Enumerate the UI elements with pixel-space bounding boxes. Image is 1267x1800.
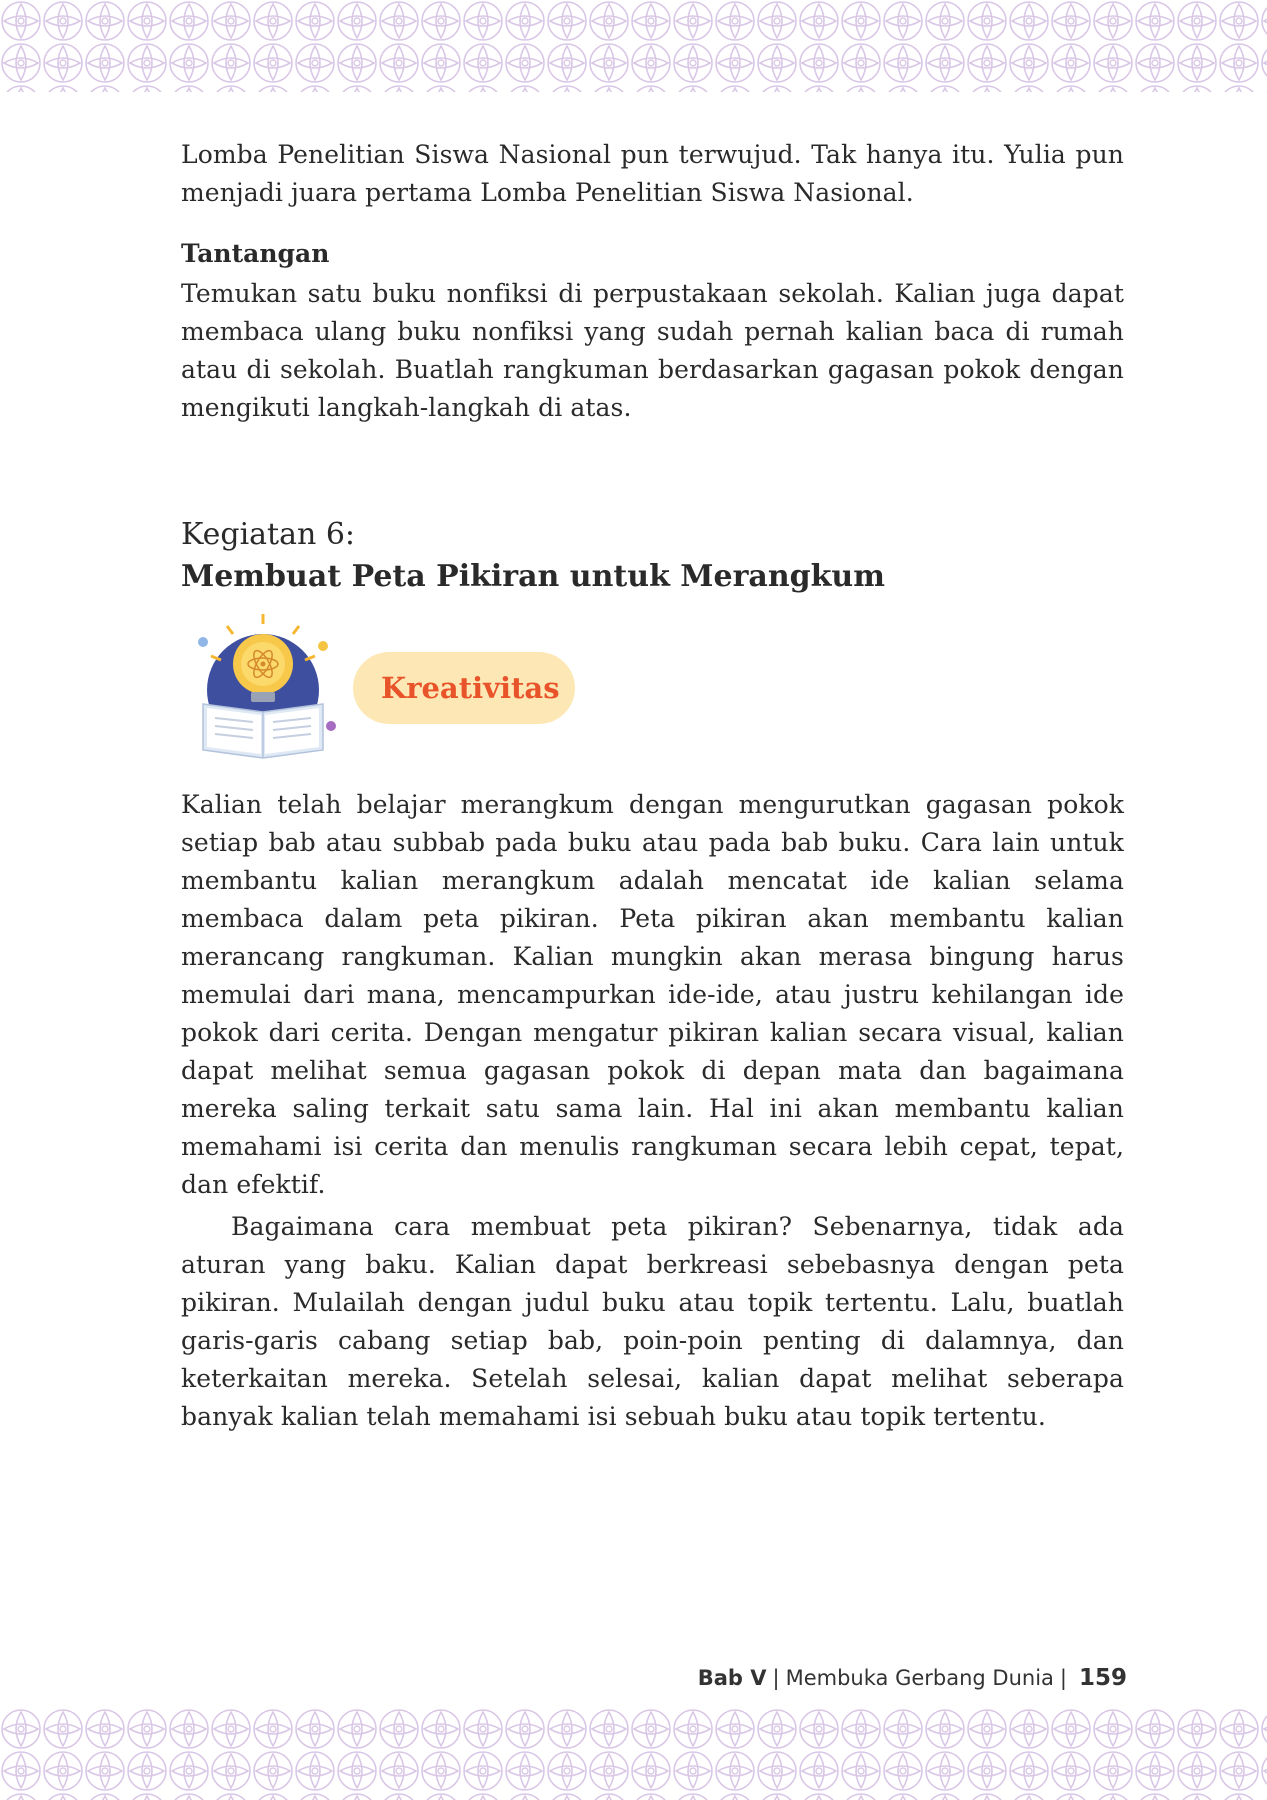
challenge-text: Temukan satu buku nonfiksi di perpustakaan sekolah. Kalian juga dapat membaca ulang buku nonfiksi yang sudah pernah kalian baca di rumah atau di sekolah. Buatlah rangkuman berdasarkan gagasan pokok dengan mengikuti langkah-langkah di atas. bbox=[181, 279, 1124, 422]
challenge-heading: Tantangan bbox=[181, 239, 330, 268]
footer-chapter: Bab V bbox=[697, 1666, 767, 1690]
footer-chapter-title: Membuka Gerbang Dunia bbox=[785, 1666, 1054, 1690]
challenge-section bbox=[181, 236, 1124, 427]
activity-label: Kegiatan 6: bbox=[181, 517, 356, 552]
decorative-pattern-bottom bbox=[0, 1708, 1267, 1800]
body-paragraph: Kalian telah belajar merangkum dengan mengurutkan gagasan pokok setiap bab atau subbab pada buku atau pada bab buku. Cara lain untuk membantu kalian merangkum adalah mencatat ide kalian selama membaca dalam peta pikiran. Peta pikiran akan membantu kalian merancang rangkuman. Kalian mungkin akan merasa bingung harus memulai dari mana, mencampurkan ide-ide, atau justru kehilangan ide pokok dari cerita. Dengan mengatur pikiran kalian secara visual, kalian dapat melihat semua gagasan pokok di depan mata dan bagaimana mereka saling terkait satu sama lain. Hal ini akan membantu kalian memahami isi cerita dan menulis rangkuman secara lebih cepat, tepat, dan efektif. bbox=[181, 790, 1124, 1199]
activity-title: Membuat Peta Pikiran untuk Merangkum bbox=[181, 559, 885, 594]
lightbulb-book-icon bbox=[193, 612, 353, 762]
badge-label: Kreativitas bbox=[381, 671, 560, 705]
body-section bbox=[181, 786, 1124, 1436]
page-footer: Bab V | Membuka Gerbang Dunia | 159 bbox=[697, 1665, 1127, 1691]
badge-pill bbox=[353, 652, 575, 724]
page-number: 159 bbox=[1078, 1665, 1127, 1691]
intro-paragraph: Lomba Penelitian Siswa Nasional pun terwujud. Tak hanya itu. Yulia pun menjadi juara pertama Lomba Penelitian Siswa Nasional. bbox=[181, 140, 1124, 207]
body-paragraph: Bagaimana cara membuat peta pikiran? Sebenarnya, tidak ada aturan yang baku. Kalian dapat berkreasi sebebasnya dengan peta pikiran. Mulailah dengan judul buku atau topik tertentu. Lalu, buatlah garis-garis cabang setiap bab, poin-poin penting di dalamnya, dan keterkaitan mereka. Setelah selesai, kalian dapat melihat seberapa banyak kalian telah memahami isi sebuah buku atau topik tertentu. bbox=[181, 1212, 1124, 1431]
activity-header bbox=[181, 515, 1124, 599]
decorative-pattern-top bbox=[0, 0, 1267, 92]
intro-section bbox=[181, 136, 1124, 212]
kreativitas-badge bbox=[193, 612, 593, 762]
